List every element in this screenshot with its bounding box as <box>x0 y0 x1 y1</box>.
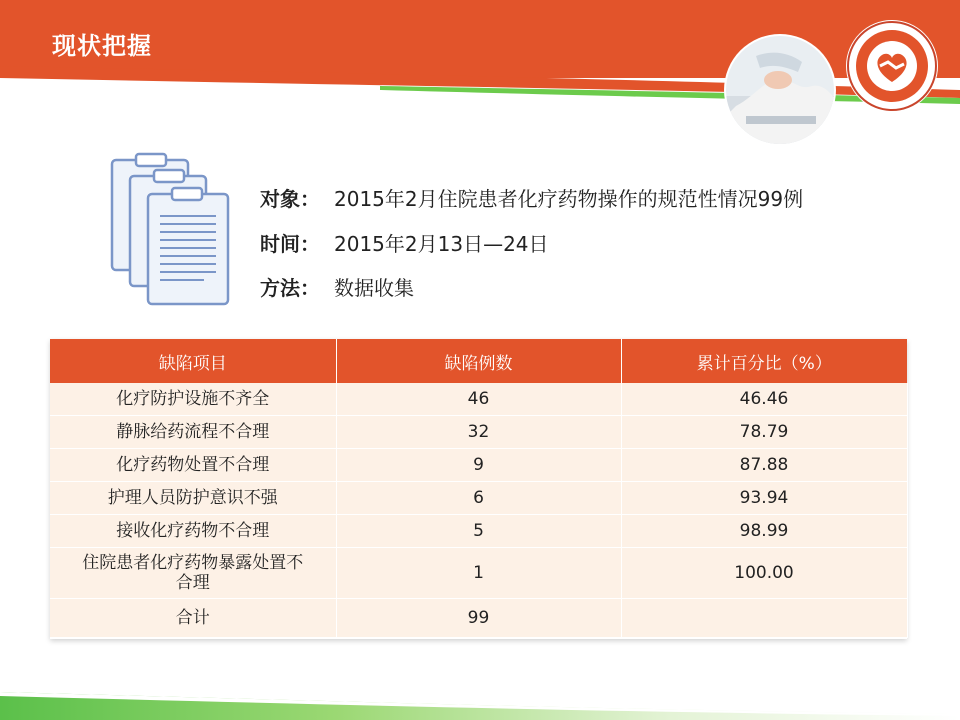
info-value-method: 数据收集 <box>334 276 414 300</box>
cell-item: 住院患者化疗药物暴露处置不合理 <box>50 548 336 599</box>
cell-count: 9 <box>336 449 621 482</box>
clipboard-stack-icon <box>108 152 234 308</box>
cell-item: 化疗防护设施不齐全 <box>50 383 336 416</box>
table-row <box>50 548 907 599</box>
footer-decoration <box>0 690 960 720</box>
table-header-row <box>50 339 907 383</box>
cell-percent <box>621 599 907 638</box>
info-label-method: 方法： <box>260 276 320 300</box>
cell-item: 接收化疗药物不合理 <box>50 515 336 548</box>
info-value-object: 2015年2月住院患者化疗药物操作的规范性情况99例 <box>334 187 804 211</box>
cell-percent: 98.99 <box>621 515 907 548</box>
info-value-time: 2015年2月13日—24日 <box>334 232 549 256</box>
cell-count: 46 <box>336 383 621 416</box>
cell-count: 1 <box>336 548 621 599</box>
table-row <box>50 515 907 548</box>
cell-percent: 87.88 <box>621 449 907 482</box>
cell-count: 32 <box>336 416 621 449</box>
cell-item: 静脉给药流程不合理 <box>50 416 336 449</box>
cell-count: 5 <box>336 515 621 548</box>
hospital-logo-icon <box>846 20 938 112</box>
table-row <box>50 449 907 482</box>
cell-item: 化疗药物处置不合理 <box>50 449 336 482</box>
header-cumulative-percent: 累计百分比（%） <box>621 339 907 383</box>
header-defect-item: 缺陷项目 <box>50 339 336 383</box>
cell-count: 6 <box>336 482 621 515</box>
cell-percent: 78.79 <box>621 416 907 449</box>
cell-percent: 93.94 <box>621 482 907 515</box>
info-label-time: 时间： <box>260 232 320 256</box>
cell-item: 护理人员防护意识不强 <box>50 482 336 515</box>
cell-percent: 46.46 <box>621 383 907 416</box>
header-defect-count: 缺陷例数 <box>336 339 621 383</box>
cell-percent: 100.00 <box>621 548 907 599</box>
table-row <box>50 383 907 416</box>
table-row <box>50 482 907 515</box>
care-photo <box>726 36 834 144</box>
page-title: 现状把握 <box>52 32 152 60</box>
cell-count: 99 <box>336 599 621 638</box>
cell-item: 合计 <box>50 599 336 638</box>
defect-table <box>50 339 907 639</box>
table-row <box>50 416 907 449</box>
table-total-row <box>50 599 907 638</box>
info-label-object: 对象： <box>260 187 320 211</box>
